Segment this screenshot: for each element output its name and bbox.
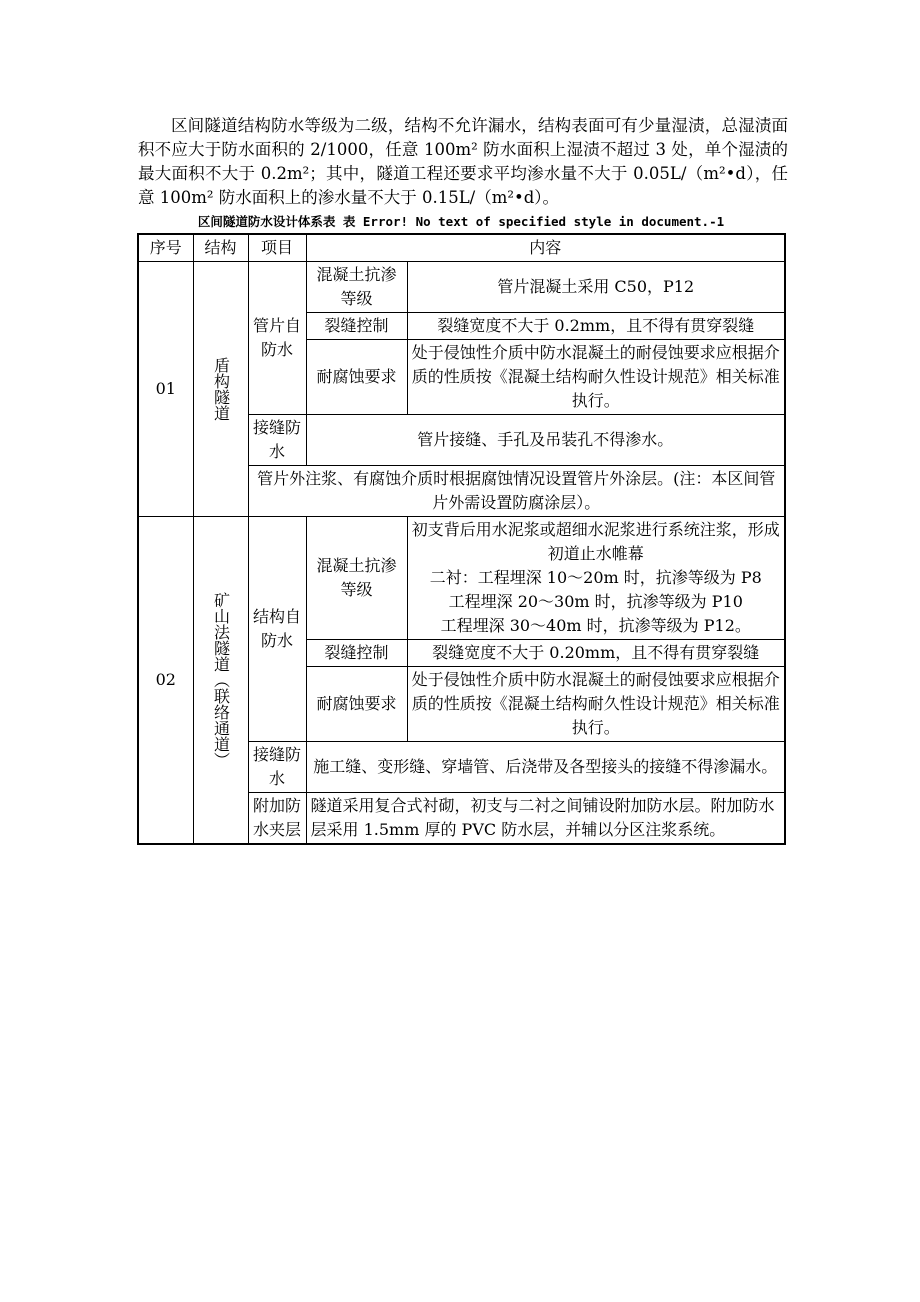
row2-sub2-label: 裂缝控制 bbox=[306, 640, 407, 667]
row2-sub2-text: 裂缝宽度不大于 0.20mm，且不得有贯穿裂缝 bbox=[407, 640, 785, 667]
waterproof-design-table bbox=[137, 233, 786, 845]
row2-sub1-line4: 工程埋深 30～40m 时，抗渗等级为 P12。 bbox=[440, 616, 751, 635]
row1-sub2-label: 裂缝控制 bbox=[306, 313, 407, 340]
row1-note: 管片外注浆、有腐蚀介质时根据腐蚀情况设置管片外涂层。(注：本区间管片外需设置防腐涂层）。 bbox=[248, 466, 785, 517]
row1-joint-text: 管片接缝、手孔及吊装孔不得渗水。 bbox=[306, 415, 785, 466]
table-caption: 区间隧道防水设计体系表 表 Error! No text of specified style in document.-1 bbox=[197, 214, 725, 229]
row1-sub3-text: 处于侵蚀性介质中防水混凝土的耐侵蚀要求应根据介质的性质按《混凝土结构耐久性设计规范》相关标准执行。 bbox=[407, 340, 785, 415]
row2-sub1-line2: 二衬：工程埋深 10～20m 时，抗渗等级为 P8 bbox=[429, 568, 762, 587]
row2-seq: 02 bbox=[138, 517, 193, 845]
row2-item-self: 结构自防水 bbox=[248, 517, 306, 742]
header-item: 项目 bbox=[248, 234, 306, 262]
row2-extra-text: 隧道采用复合式衬砌，初支与二衬之间铺设附加防水层。附加防水层采用 1.5mm 厚的 PVC 防水层，并辅以分区注浆系统。 bbox=[306, 793, 785, 845]
row2-structure-cell bbox=[193, 517, 248, 845]
intro-paragraph bbox=[138, 114, 788, 210]
row2-sub1-line1: 初支背后用水泥浆或超细水泥浆进行系统注浆，形成初道止水帷幕 bbox=[411, 520, 780, 563]
row1-seq: 01 bbox=[138, 262, 193, 517]
header-content: 内容 bbox=[306, 234, 785, 262]
row1-sub3-label: 耐腐蚀要求 bbox=[306, 340, 407, 415]
row2-sub1-label: 混凝土抗渗等级 bbox=[306, 517, 407, 640]
row2-sub1-line3: 工程埋深 20～30m 时，抗渗等级为 P10 bbox=[448, 592, 743, 611]
intro-text: 区间隧道结构防水等级为二级，结构不允许漏水，结构表面可有少量湿渍，总湿渍面积不应大于防水面积的 2/1000，任意 100m² 防水面积上湿渍不超过 3 处，单个湿渍的最大面积不大于 0.2m²；其中，隧道工程还要求平均渗水量不大于 0.05L/（m²•d），任意 100m² 防水面积上的渗水量不大于 0.15L/（m²•d）。 bbox=[138, 116, 788, 207]
row1-structure-cell bbox=[193, 262, 248, 517]
row2-joint-label: 接缝防水 bbox=[248, 742, 306, 793]
row2-joint-text: 施工缝、变形缝、穿墙管、后浇带及各型接头的接缝不得渗漏水。 bbox=[306, 742, 785, 793]
row1-structure: 盾构隧道 bbox=[211, 357, 231, 421]
row2-extra-label: 附加防水夹层 bbox=[248, 793, 306, 845]
header-seq: 序号 bbox=[138, 234, 193, 262]
row2-structure: 矿山法隧道（联络通道） bbox=[211, 592, 231, 768]
row2-sub3-label: 耐腐蚀要求 bbox=[306, 667, 407, 742]
table-row bbox=[138, 262, 785, 313]
row2-sub3-text: 处于侵蚀性介质中防水混凝土的耐侵蚀要求应根据介质的性质按《混凝土结构耐久性设计规范》相关标准执行。 bbox=[407, 667, 785, 742]
row1-item-self: 管片自防水 bbox=[248, 262, 306, 415]
row1-sub2-text: 裂缝宽度不大于 0.2mm，且不得有贯穿裂缝 bbox=[407, 313, 785, 340]
row1-sub1-label: 混凝土抗渗等级 bbox=[306, 262, 407, 313]
row1-sub1-text: 管片混凝土采用 C50，P12 bbox=[407, 262, 785, 313]
table-row bbox=[138, 517, 785, 640]
table-header-row bbox=[138, 234, 785, 262]
header-structure: 结构 bbox=[193, 234, 248, 262]
row1-joint-label: 接缝防水 bbox=[248, 415, 306, 466]
row2-sub1-text bbox=[407, 517, 785, 640]
